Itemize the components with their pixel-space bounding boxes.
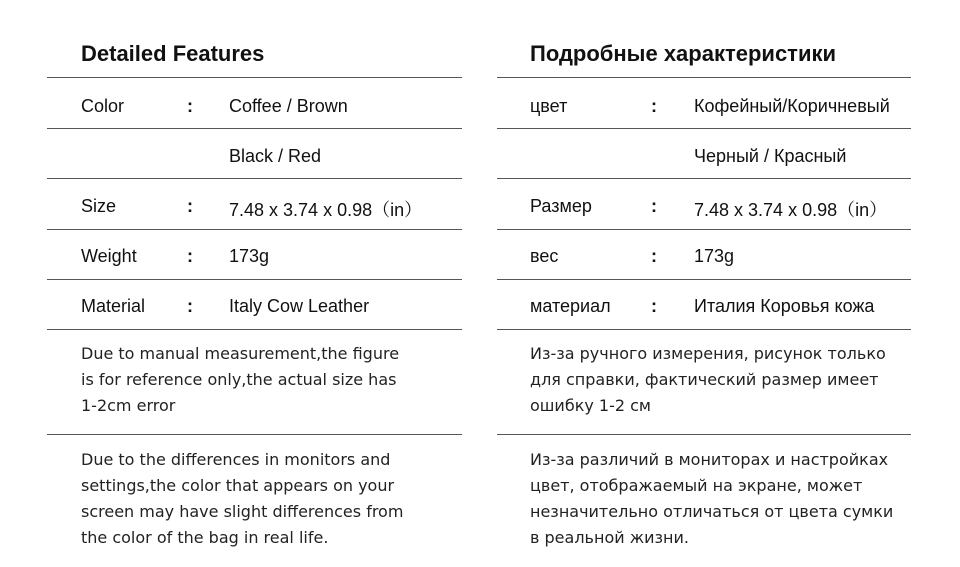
divider [47, 279, 462, 280]
colon: : [651, 296, 657, 316]
material-label: Material [81, 296, 146, 316]
size-value: 7.48 x 3.74 x 0.98（in） [229, 200, 423, 220]
divider [497, 329, 911, 330]
measurement-note [81, 341, 399, 419]
divider [497, 77, 911, 78]
note-line: в реальной жизни. [530, 528, 689, 547]
note-line: 1-2cm error [81, 396, 176, 415]
divider [497, 229, 911, 230]
colon: : [651, 196, 657, 216]
colon: : [187, 96, 193, 116]
note-line: the color of the bag in real life. [81, 528, 329, 547]
color-label: Color [81, 96, 125, 116]
note-line: is for reference only,the actual size has [81, 370, 397, 389]
measurement-note [530, 341, 886, 419]
color-label: цвет [530, 96, 568, 116]
size-label: Размер [530, 196, 592, 216]
color-value-alt: Black / Red [229, 146, 322, 166]
english-title: Detailed Features [81, 41, 265, 66]
material-value: Italy Cow Leather [229, 296, 370, 316]
divider [497, 279, 911, 280]
size-label: Size [81, 196, 117, 216]
size-value: 7.48 x 3.74 x 0.98（in） [694, 200, 888, 220]
divider [47, 329, 462, 330]
material-value: Италия Коровья кожа [694, 296, 875, 316]
colon: : [651, 96, 657, 116]
note-line: screen may have slight differences from [81, 502, 404, 521]
note-line: для справки, фактический размер имеет [530, 370, 879, 389]
color-difference-note [530, 447, 893, 551]
colon: : [187, 296, 193, 316]
divider [47, 229, 462, 230]
color-value: Coffee / Brown [229, 96, 348, 116]
colon: : [651, 246, 657, 266]
colon: : [187, 196, 193, 216]
divider [47, 77, 462, 78]
weight-value: 173g [229, 246, 270, 266]
divider [47, 178, 462, 179]
divider [47, 434, 462, 435]
weight-label: Weight [81, 246, 137, 266]
color-value: Кофейный/Коричневый [694, 96, 890, 116]
note-line: ошибку 1-2 см [530, 396, 651, 415]
note-line: Due to the differences in monitors and [81, 450, 391, 469]
note-line: Из-за ручного измерения, рисунок только [530, 344, 886, 363]
colon: : [187, 246, 193, 266]
material-label: материал [530, 296, 611, 316]
weight-label: вес [530, 246, 559, 266]
note-line: Due to manual measurement,the figure [81, 344, 400, 363]
color-value-alt: Черный / Красный [694, 146, 847, 166]
weight-value: 173g [694, 246, 735, 266]
note-line: цвет, отображаемый на экране, может [530, 476, 863, 495]
note-line: незначительно отличаться от цвета сумки [530, 502, 894, 521]
divider [47, 128, 462, 129]
note-line: settings,the color that appears on your [81, 476, 395, 495]
divider [497, 178, 911, 179]
note-line: Из-за различий в мониторах и настройках [530, 450, 889, 469]
color-difference-note [81, 447, 403, 551]
divider [497, 434, 911, 435]
divider [497, 128, 911, 129]
russian-title: Подробные характеристики [530, 41, 837, 66]
